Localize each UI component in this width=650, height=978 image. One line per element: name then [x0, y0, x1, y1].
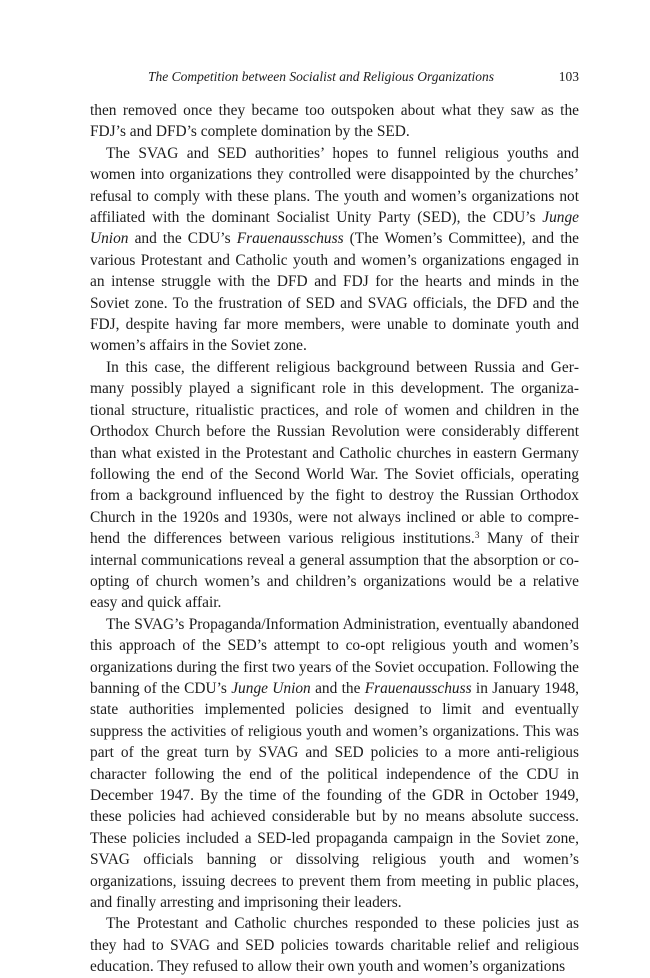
- text-run: The SVAG and SED authorities’ hopes to funnel religious youths and women into organizations they controlled were disappointed by the churches’ refusal to comply with these plans. The youth and women’s organizations not affiliated with the dominant Socialist Unity Party (SED), the CDU’s: [90, 144, 579, 227]
- body-text: [90, 100, 579, 978]
- italic-term: Frauenausschuss: [364, 679, 472, 697]
- footnote-reference: 3: [474, 530, 480, 541]
- running-head: [90, 66, 579, 88]
- text-run: Many of their internal communications reveal a general assumption that the absorption or co-opting of church women’s and children’s organizations would be a relative easy and quick affair.: [90, 530, 579, 612]
- italic-term: Frauenausschuss: [236, 230, 344, 248]
- text-run: and the CDU’s: [128, 230, 237, 248]
- text-run: The SVAG’s Propaganda/Information Administration, eventually abandoned this approach of the SED’s attempt to co-opt religious youth and women’s organizations during the first two years of the Soviet occupation. Following the banning of the CDU’s: [90, 615, 579, 697]
- page-number: 103: [558, 69, 579, 84]
- book-page: [90, 66, 579, 978]
- paragraph: [90, 143, 579, 357]
- paragraph: [90, 100, 579, 143]
- text-run: The Protestant and Catholic churches responded to these policies just as they had to SVAG and SED policies towards charitable relief and religious education. They refused to allow their own youth and women’s organizations: [90, 915, 579, 976]
- italic-term: Junge Union: [90, 209, 579, 248]
- paragraph: [90, 913, 579, 977]
- text-run: in January 1948, state authorities implemented policies designed to limit and eventually suppress the activities of religious youth and women’s organizations. This was part of the great turn by SVAG and SED policies to a more anti-religious character following the end of the political independence of the CDU in December 1947. By the time of the founding of the GDR in October 1949, these policies had achieved considerable but by no means absolute success. These policies included a SED-led propaganda campaign in the Soviet zone, SVAG officials banning or dissolving religious youth and women’s organizations, issuing decrees to prevent them from meeting in public places, and finally arresting and imprisoning their leaders.: [90, 679, 580, 912]
- paragraph: [90, 357, 579, 614]
- paragraph: [90, 614, 579, 914]
- text-run: In this case, the different religious background between Russia and Germany possibly played a significant role in this development. The organizational structure, ritualistic practices, and role of women and children in the Orthodox Church before the Russian Revolution were considerably different than what existed in the Protestant and Catholic churches in eastern Germany following the end of the Second World War. The Soviet officials, operating from a background influenced by the fight to destroy the Russian Orthodox Church in the 1920s and 1930s, were not always inclined or able to comprehend the differences between various religious institutions.: [90, 358, 579, 548]
- running-title: The Competition between Socialist and Religious Organizations: [148, 69, 494, 84]
- text-run: and the: [310, 679, 365, 697]
- text-run: then removed once they became too outspoken about what they saw as the FDJ’s and DFD’s complete domination by the SED.: [90, 102, 579, 141]
- text-run: (The Women’s Committee), and the various Protestant and Catholic youth and women’s organizations engaged in an intense struggle with the DFD and FDJ for the hearts and minds in the Soviet zone. To the frustration of SED and SVAG officials, the DFD and the FDJ, despite having far more members, were unable to dominate youth and women’s affairs in the Soviet zone.: [90, 230, 580, 355]
- italic-term: Junge Union: [231, 679, 311, 697]
